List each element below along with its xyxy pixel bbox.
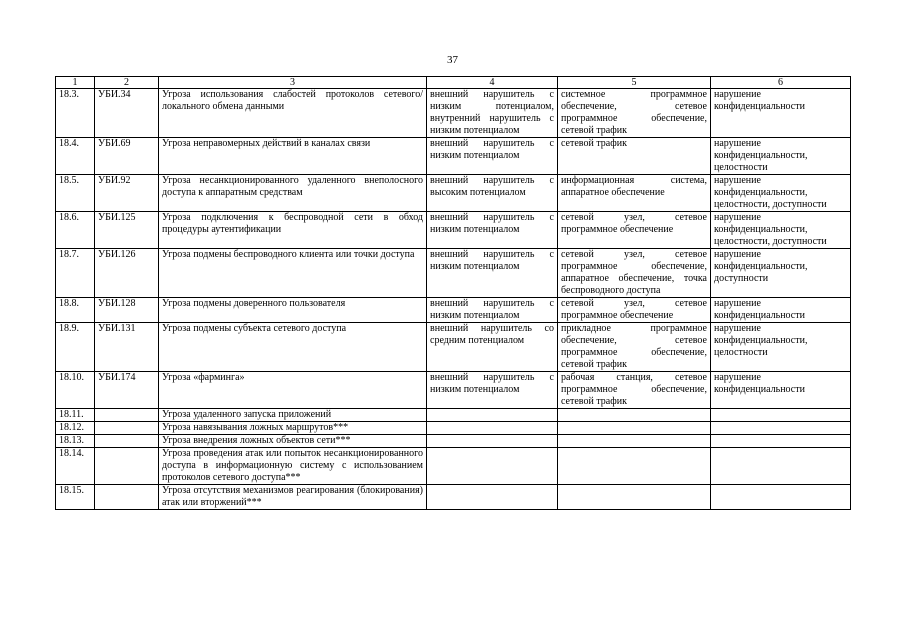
row-number: 18.5. — [56, 175, 95, 212]
threat-code — [95, 409, 159, 422]
table-row — [56, 298, 851, 323]
table-row — [56, 422, 851, 435]
threat-consequence: нарушение конфиденциальности — [711, 89, 851, 138]
row-number: 18.3. — [56, 89, 95, 138]
row-number: 18.13. — [56, 435, 95, 448]
threat-code: УБИ.69 — [95, 138, 159, 175]
threat-object: информационная система, аппаратное обеспечение — [558, 175, 711, 212]
threat-object — [558, 485, 711, 510]
header-col-6: 6 — [711, 77, 851, 89]
threat-code — [95, 435, 159, 448]
threat-source: внешний нарушитель с низким потенциалом — [427, 138, 558, 175]
table-row — [56, 409, 851, 422]
threat-source: внешний нарушитель с низким потенциалом, внутренний нарушитель с низким потенциалом — [427, 89, 558, 138]
row-number: 18.11. — [56, 409, 95, 422]
threat-source — [427, 409, 558, 422]
header-col-1: 1 — [56, 77, 95, 89]
row-number: 18.4. — [56, 138, 95, 175]
threat-code: УБИ.126 — [95, 249, 159, 298]
threat-object: системное программное обеспечение, сетевое программное обеспечение, сетевой трафик — [558, 89, 711, 138]
threat-source: внешний нарушитель со средним потенциалом — [427, 323, 558, 372]
table-row — [56, 435, 851, 448]
threat-name: Угроза использования слабостей протоколов сетевого/локального обмена данными — [159, 89, 427, 138]
threat-consequence: нарушение конфиденциальности, целостности, доступности — [711, 175, 851, 212]
threat-name: Угроза навязывания ложных маршрутов*** — [159, 422, 427, 435]
threat-code: УБИ.131 — [95, 323, 159, 372]
threat-code: УБИ.34 — [95, 89, 159, 138]
header-col-5: 5 — [558, 77, 711, 89]
threat-object — [558, 422, 711, 435]
threat-source: внешний нарушитель с низким потенциалом — [427, 212, 558, 249]
threat-code — [95, 448, 159, 485]
threat-name: Угроза подмены беспроводного клиента или точки доступа — [159, 249, 427, 298]
threat-object: сетевой узел, сетевое программное обеспечение, аппаратное обеспечение, точка беспроводного доступа — [558, 249, 711, 298]
threat-name: Угроза подключения к беспроводной сети в обход процедуры аутентификации — [159, 212, 427, 249]
threat-consequence — [711, 422, 851, 435]
threat-object: сетевой трафик — [558, 138, 711, 175]
threat-consequence — [711, 409, 851, 422]
threat-name: Угроза несанкционированного удаленного внеполосного доступа к аппаратным средствам — [159, 175, 427, 212]
threat-code — [95, 422, 159, 435]
table-row — [56, 323, 851, 372]
threats-table — [55, 76, 851, 510]
threat-source: внешний нарушитель с низким потенциалом — [427, 249, 558, 298]
table-row — [56, 89, 851, 138]
row-number: 18.9. — [56, 323, 95, 372]
table-row — [56, 212, 851, 249]
row-number: 18.7. — [56, 249, 95, 298]
row-number: 18.14. — [56, 448, 95, 485]
threat-name: Угроза подмены субъекта сетевого доступа — [159, 323, 427, 372]
header-col-4: 4 — [427, 77, 558, 89]
table-row — [56, 372, 851, 409]
table-header-row — [56, 77, 851, 89]
table-row — [56, 485, 851, 510]
table-row — [56, 175, 851, 212]
table-row — [56, 448, 851, 485]
threat-name: Угроза проведения атак или попыток несанкционированного доступа в информационную систему с использованием протоколов сетевого доступа*** — [159, 448, 427, 485]
page-number: 37 — [447, 54, 458, 66]
threat-name: Угроза подмены доверенного пользователя — [159, 298, 427, 323]
threat-code: УБИ.125 — [95, 212, 159, 249]
threat-consequence — [711, 485, 851, 510]
threat-source — [427, 435, 558, 448]
threat-object: сетевой узел, сетевое программное обеспечение — [558, 298, 711, 323]
table-row — [56, 249, 851, 298]
threat-object — [558, 435, 711, 448]
threat-consequence: нарушение конфиденциальности, целостности — [711, 323, 851, 372]
threat-object — [558, 409, 711, 422]
threat-object: сетевой узел, сетевое программное обеспечение — [558, 212, 711, 249]
threat-source — [427, 448, 558, 485]
threat-consequence: нарушение конфиденциальности — [711, 298, 851, 323]
header-col-3: 3 — [159, 77, 427, 89]
threat-source: внешний нарушитель с низким потенциалом — [427, 298, 558, 323]
threat-object — [558, 448, 711, 485]
threat-consequence: нарушение конфиденциальности — [711, 372, 851, 409]
threat-name: Угроза внедрения ложных объектов сети*** — [159, 435, 427, 448]
threat-source: внешний нарушитель с высоким потенциалом — [427, 175, 558, 212]
row-number: 18.10. — [56, 372, 95, 409]
threat-code — [95, 485, 159, 510]
threat-code: УБИ.128 — [95, 298, 159, 323]
threat-consequence: нарушение конфиденциальности, целостности — [711, 138, 851, 175]
header-col-2: 2 — [95, 77, 159, 89]
row-number: 18.8. — [56, 298, 95, 323]
threat-name: Угроза отсутствия механизмов реагирования (блокирования) атак или вторжений*** — [159, 485, 427, 510]
table-row — [56, 138, 851, 175]
threat-consequence — [711, 435, 851, 448]
threat-consequence: нарушение конфиденциальности, целостности, доступности — [711, 212, 851, 249]
threat-name: Угроза «фарминга» — [159, 372, 427, 409]
threat-source — [427, 485, 558, 510]
threat-code: УБИ.92 — [95, 175, 159, 212]
threat-name: Угроза удаленного запуска приложений — [159, 409, 427, 422]
threat-source — [427, 422, 558, 435]
threat-object: рабочая станция, сетевое программное обеспечение, сетевой трафик — [558, 372, 711, 409]
row-number: 18.12. — [56, 422, 95, 435]
row-number: 18.15. — [56, 485, 95, 510]
threat-source: внешний нарушитель с низким потенциалом — [427, 372, 558, 409]
row-number: 18.6. — [56, 212, 95, 249]
threat-code: УБИ.174 — [95, 372, 159, 409]
threat-object: прикладное программное обеспечение, сетевое программное обеспечение, сетевой трафик — [558, 323, 711, 372]
threat-consequence — [711, 448, 851, 485]
threat-consequence: нарушение конфиденциальности, доступности — [711, 249, 851, 298]
threat-name: Угроза неправомерных действий в каналах связи — [159, 138, 427, 175]
